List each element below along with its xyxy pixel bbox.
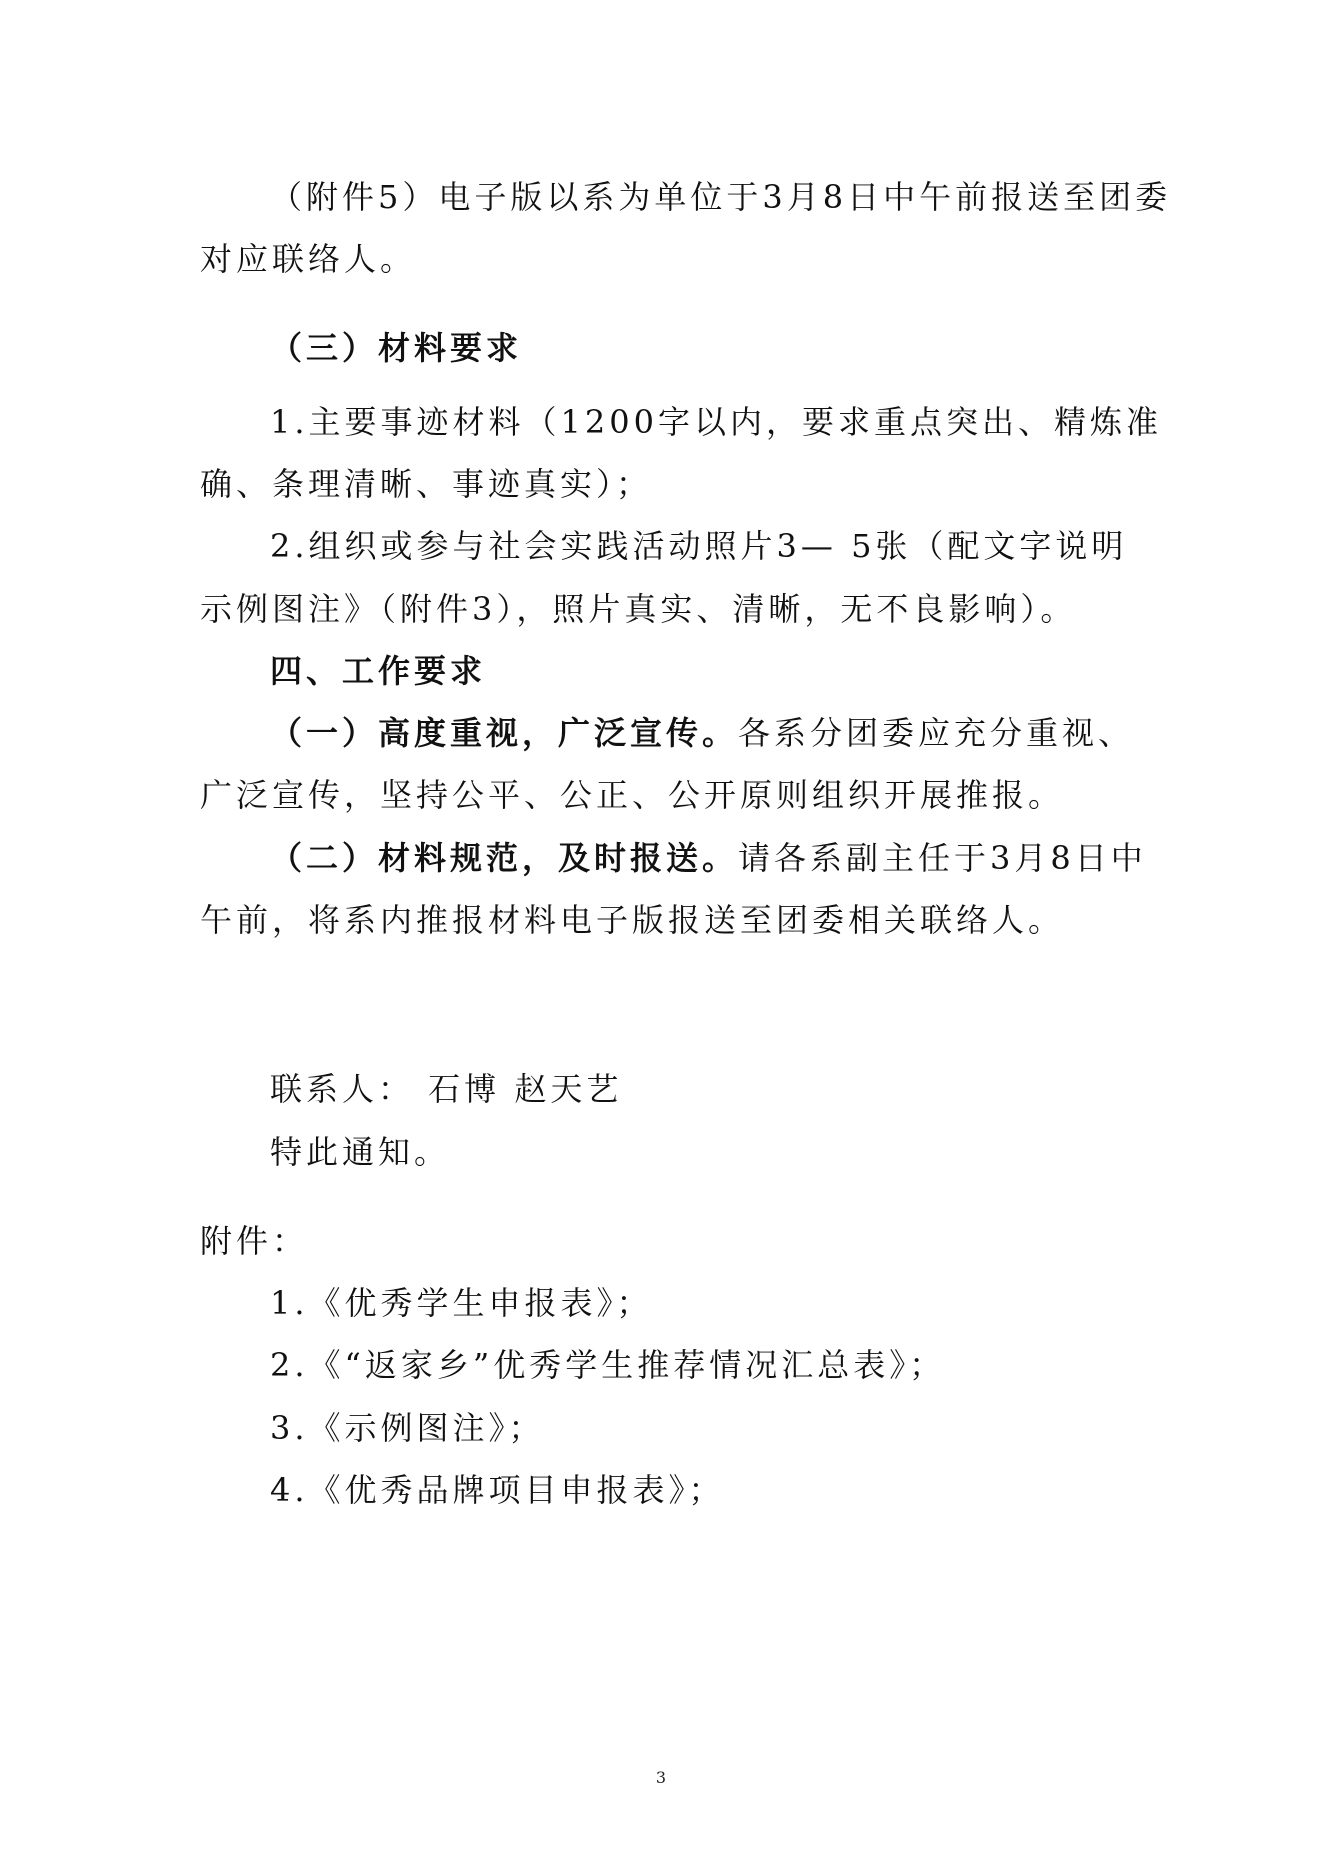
paragraph-lead: （一）高度重视，广泛宣传。 — [270, 714, 739, 752]
paragraph-text: 请各系副主任于3月8日中 — [738, 839, 1147, 877]
paragraph — [270, 711, 1134, 755]
contact-line: 联系人： 石博 赵天艺 — [270, 1070, 623, 1108]
section-heading: （三）材料要求 — [270, 329, 523, 367]
attachments-heading: 附件： — [200, 1222, 309, 1260]
list-item-continuation: 示例图注》（附件3），照片真实、清晰，无不良影响）。 — [200, 590, 1077, 628]
body-text-line: 对应联络人。 — [200, 240, 417, 278]
paragraph-text: 各系分团委应充分重视、 — [738, 714, 1135, 752]
list-item-continuation: 确、条理清晰、事迹真实）； — [200, 465, 653, 503]
list-item: 2.组织或参与社会实践活动照片3— 5张（配文字说明 — [270, 527, 1128, 565]
body-text-line: （附件5）电子版以系为单位于3月8日中午前报送至团委 — [270, 178, 1172, 216]
body-text-line: 午前，将系内推报材料电子版报送至团委相关联络人。 — [200, 901, 1065, 939]
attachment-item: 2.《“返家乡”优秀学生推荐情况汇总表》； — [270, 1346, 946, 1384]
body-text-line: 广泛宣传，坚持公平、公正、公开原则组织开展推报。 — [200, 776, 1065, 814]
attachment-item: 3.《示例图注》； — [270, 1409, 545, 1447]
section-heading: 四、工作要求 — [270, 652, 487, 690]
paragraph — [270, 836, 1147, 880]
attachment-item: 1.《优秀学生申报表》； — [270, 1284, 653, 1322]
closing-line: 特此通知。 — [270, 1133, 451, 1171]
paragraph-lead: （二）材料规范，及时报送。 — [270, 839, 739, 877]
list-item: 1.主要事迹材料（1200字以内，要求重点突出、精炼准 — [270, 403, 1162, 441]
attachment-item: 4.《优秀品牌项目申报表》； — [270, 1471, 725, 1509]
page-number: 3 — [655, 1768, 667, 1787]
